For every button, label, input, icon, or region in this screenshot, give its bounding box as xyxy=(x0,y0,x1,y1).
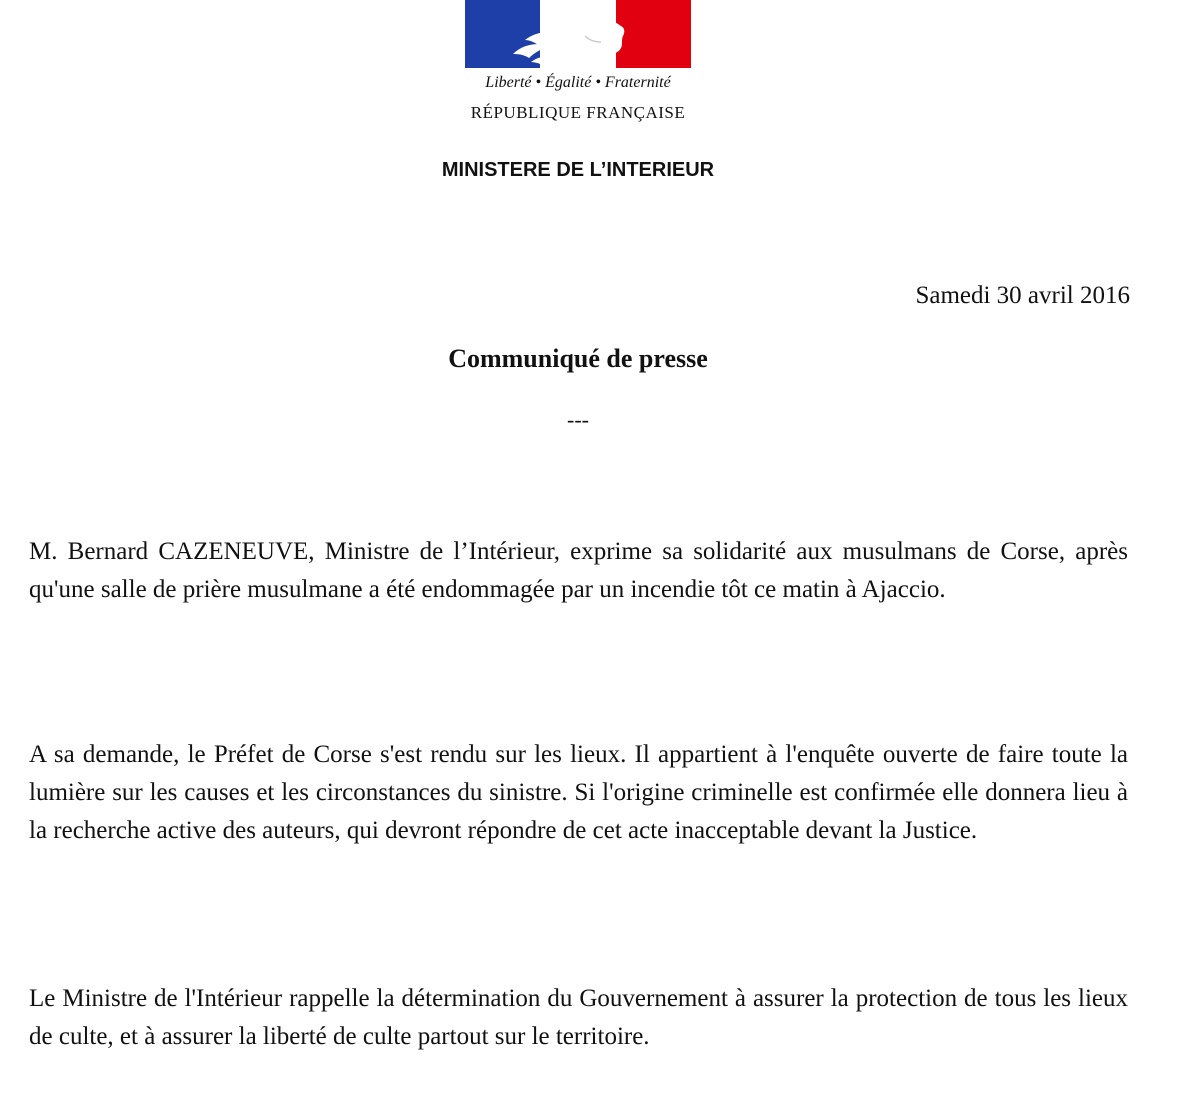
page-title: Communiqué de presse xyxy=(448,344,708,373)
marianne-logo xyxy=(465,0,691,130)
paragraph-investigation: A sa demande, le Préfet de Corse s'est rendu sur les lieux. Il appartient à l'enquête ouverte de faire toute la lumière sur les causes et les circonstances du sinistre. Si l'origine criminelle est confirmée elle donnera lieu à la recherche active des auteurs, qui devront répondre de cet acte inacceptable devant la Justice. xyxy=(29,741,1128,844)
marianne-flag-icon xyxy=(465,0,691,68)
title-separator: --- xyxy=(567,407,589,432)
paragraph-solidarity: M. Bernard CAZENEUVE, Ministre de l’Intérieur, exprime sa solidarité aux musulmans de Corse, après qu'une salle de prière musulmane a été endommagée par un incendie tôt ce matin à Ajaccio. xyxy=(29,538,1128,603)
logo-republic-label: RÉPUBLIQUE FRANÇAISE xyxy=(470,103,686,122)
logo-motto: Liberté • Égalité • Fraternité xyxy=(485,74,671,91)
paragraph-protection: Le Ministre de l'Intérieur rappelle la détermination du Gouvernement à assurer la protection de tous les lieux de culte, et à assurer la liberté de culte partout sur le territoire. xyxy=(29,985,1128,1050)
ministry-heading: MINISTERE DE L’INTERIEUR xyxy=(441,159,715,181)
release-date: Samedi 30 avril 2016 xyxy=(915,282,1130,309)
